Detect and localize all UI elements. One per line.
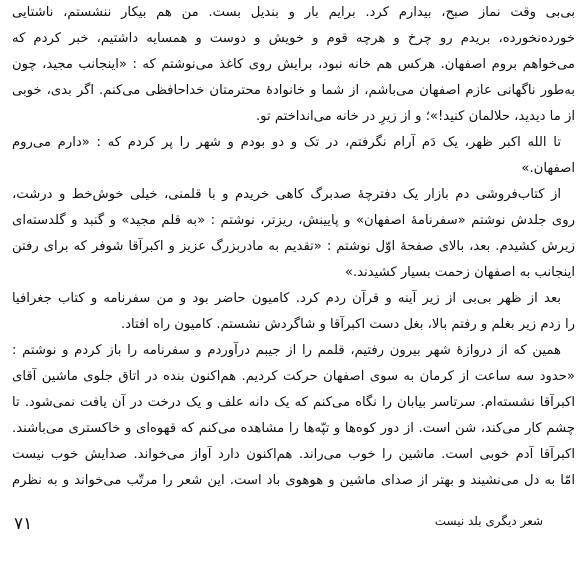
text-line: اکبرآقا نشسته‌ام. سرتاسر بیابان را نگاه می‌کنم که یک دانه علف و یک درخت در آن یافت نمی‌شود. تا xyxy=(12,395,575,410)
text-line: تا الله اکبر ظهر، یک دَم آرام نگرفتم، در تک و دو بودم و شهر را پر کردم که : «دارم می‌روم xyxy=(12,135,561,150)
text-line: چشم کار می‌کند، شن است. از دور کوه‌ها و تپّه‌ها را مشاهده می‌کنم که قهوه‌ای و خاکستری می‌باشند. xyxy=(12,421,575,436)
text-line: زیرش کشیدم. بعد، بالای صفحهٔ اوّل نوشتم : «تقدیم به مادربزرگ عزیز و اکبرآقا شوفر که برای رفتن xyxy=(12,239,575,254)
text-line: اینجانب به اصفهان زحمت بسیار کشیدند.» xyxy=(344,265,575,280)
text-line: از ما دیدید، حلالمان کنید!»؛ و از زیرِ در خانه می‌انداختم تو. xyxy=(255,109,575,124)
footnote: شعر دیگری بلد نیست xyxy=(434,514,543,528)
text-line: بعد از ظهر بی‌بی از زیر آینه و قرآن ردم کرد. کامیون حاضر بود و من سفرنامه و کتاب جغرافیا xyxy=(12,291,561,306)
text-line: «حدود سه ساعت از کرمان به سوی اصفهان حرکت کردیم. هم‌اکنون بنده در اتاق جلوی ماشین آقای xyxy=(12,369,575,384)
text-line: از کتاب‌فروشی دم بازار یک دفترچهٔ صدبرگ کاهی خریدم و با قلمنی، خیلی خوش‌خط و درشت، xyxy=(12,187,561,202)
text-line: می‌خواهم بروم اصفهان. هرکس هم خانه نبود، برایش روی کاغذ می‌نوشتم که : «اینجانب مجید، چون xyxy=(12,57,575,72)
text-line: اصفهان.» xyxy=(521,161,575,176)
body-text xyxy=(12,0,575,494)
text-line: همین که از دروازهٔ شهر بیرون رفتیم، قلمم را از جیبم درآوردم و سفرنامه را باز کردم و نوشتم : xyxy=(12,343,561,358)
page-number: ۷۱ xyxy=(14,514,33,534)
text-line: به‌طور ناگهانی عازم اصفهان می‌باشم، از شما و خانوادهٔ محترمتان خداحافظی می‌کنم. اگر بدی، خوبی xyxy=(12,83,575,98)
text-line: بی‌بی وقت نماز صبح، بیدارم کرد. برایم بار و بندیل بست. من هم بیکار ننشستم، ناشتایی xyxy=(12,5,575,20)
text-line: را زدم زیر بغلم و رفتم بالا، بغل دست اکبرآقا و شاگردش نشستم. کامیون راه افتاد. xyxy=(120,317,575,332)
text-line: امّا به دل می‌نشیند و بهتر از صدای ماشین و هوهوی باد است. این شعر را مرتّب می‌خواند و به نظرم xyxy=(12,473,575,488)
text-line: روی جلدش نوشتم «سفرنامهٔ اصفهان» و پایینش، ریزتر، نوشتم : «به قلم مجید» و گنبد و گلدسته‌ای xyxy=(12,213,575,228)
text-line: اکبرآقا آدم خوبی است. ماشین را خوب می‌راند. هم‌اکنون دارد آواز می‌خواند. صدایش خوب نیست xyxy=(12,447,575,462)
text-line: خورده‌نخورده، بریدم رو چرخ و هرچه قوم و خویش و دوست و همسایه داشتیم، خبر کردم که xyxy=(12,31,575,46)
